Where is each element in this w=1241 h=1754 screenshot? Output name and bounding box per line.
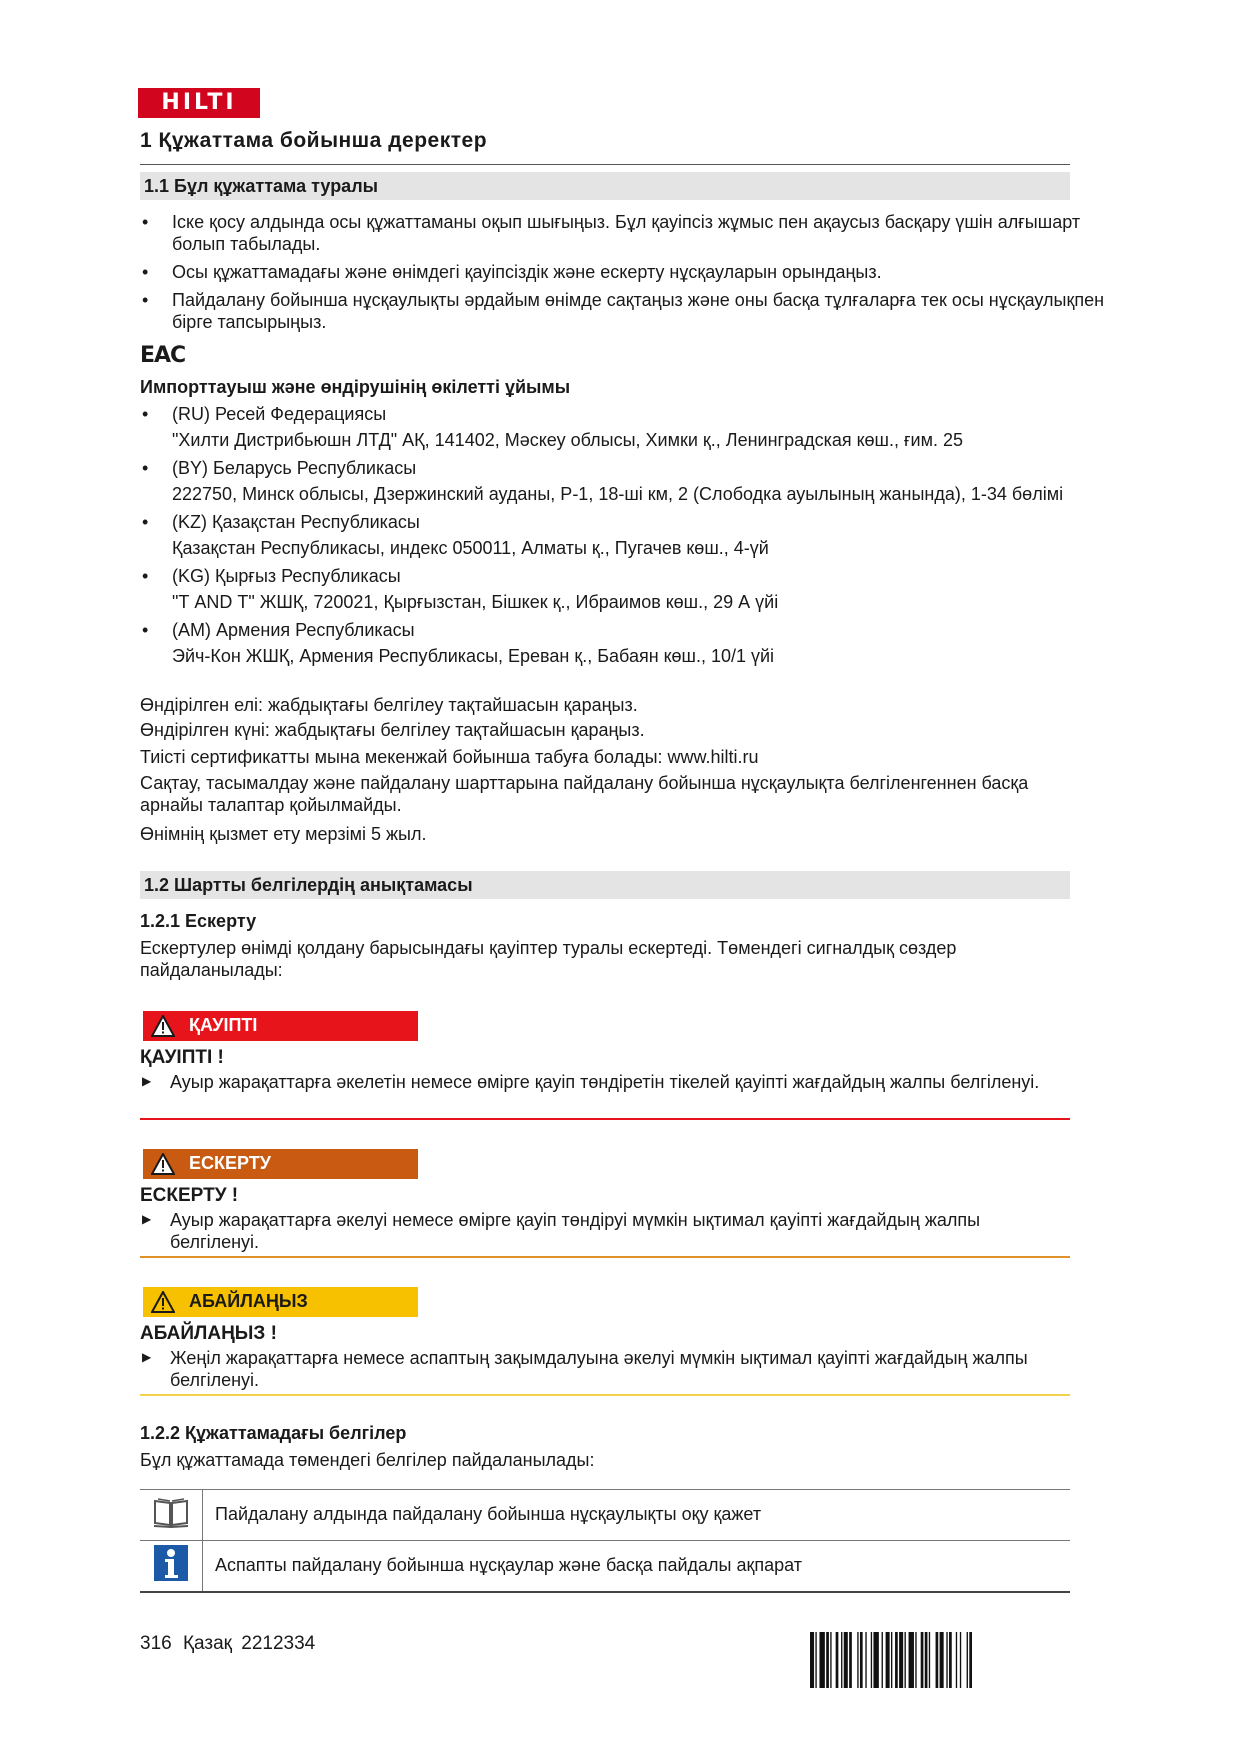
danger-text: Ауыр жарақаттарға әкелетін немесе өмірге қауіп төндіретін тікелей қауіпті жағдайдың жалпы белгіленуі. (170, 1072, 1040, 1092)
importer-address: "Хилти Дистрибьюшн ЛТД" АҚ, 141402, Мәскеу облысы, Химки қ., Ленинградская көш., ғим. 25 (172, 429, 963, 450)
importer-address: Қазақстан Республикасы, индекс 050011, Алматы қ., Пугачев көш., 4-үй (172, 537, 769, 558)
signal-word: ЕСКЕРТУ (189, 1153, 271, 1174)
barcode-bar (882, 1632, 883, 1688)
barcode-bar (915, 1632, 916, 1688)
symbol-description: Пайдалану алдында пайдалану бойынша нұсқаулықты оқу қажет (203, 1490, 1071, 1541)
bullet-arrow-icon: ▶ (142, 1350, 152, 1364)
symbol-cell (140, 1490, 203, 1541)
barcode-bar (969, 1632, 972, 1688)
importer-address: Эйч-Кон ЖШҚ, Армения Республикасы, Ереван қ., Бабаян көш., 10/1 үйі (172, 645, 775, 666)
warning-divider (140, 1256, 1070, 1258)
barcode-bar (873, 1632, 878, 1688)
list-item: • Осы құжаттамадағы және өнімдегі қауіпсіздік және ескерту нұсқауларын орындаңыз. (140, 262, 1125, 284)
caution-signal-bar (143, 1287, 418, 1317)
importer-item (140, 620, 1130, 668)
symbols-table (140, 1489, 1070, 1593)
page-footer (140, 1632, 315, 1655)
list-item: • Пайдалану бойынша нұсқаулықты әрдайым өнімде сақтаңыз және оны басқа тұлғаларға тек осы нұсқаулықпен бірге тапсырыңыз. (140, 290, 1125, 334)
symbol-cell (140, 1541, 203, 1593)
barcode-bar (905, 1632, 906, 1688)
eac-mark: EAC (140, 343, 186, 368)
warning-title: ЕСКЕРТУ ! (140, 1185, 239, 1206)
book-icon (152, 1496, 190, 1528)
warning-signal-bar (143, 1149, 418, 1179)
signal-word: АБАЙЛАҢЫЗ (189, 1291, 308, 1312)
importer-item (140, 512, 1130, 560)
barcode-bar (925, 1632, 928, 1688)
warning-description (140, 1210, 1070, 1254)
barcode-bar (841, 1632, 842, 1688)
hilti-logo: HILTI (138, 88, 260, 118)
barcode-bar (956, 1632, 957, 1688)
danger-signal-bar (143, 1011, 418, 1041)
barcode-bar (810, 1632, 814, 1688)
section-1-2-2-heading: 1.2.2 Құжаттамадағы белгілер (140, 1423, 407, 1443)
info-icon (153, 1544, 189, 1582)
importer-country: • (BY) Беларусь Республикасы (172, 457, 417, 478)
importer-country: • (KG) Қырғыз Республикасы (172, 565, 401, 586)
barcode-image (810, 1632, 1070, 1688)
barcode-bar (849, 1632, 852, 1688)
table-row (140, 1490, 1070, 1541)
symbol-description: Аспапты пайдалану бойынша нұсқаулар және басқа пайдалы ақпарат (203, 1541, 1071, 1593)
importer-item (140, 404, 1130, 452)
barcode-bar (865, 1632, 866, 1688)
barcode-bar (886, 1632, 890, 1688)
section-1-heading: 1 Құжаттама бойынша деректер (140, 128, 1070, 165)
bullet-arrow-icon: ▶ (142, 1212, 152, 1226)
importer-list (140, 404, 1130, 674)
barcode-bar (909, 1632, 914, 1688)
barcode-bar (929, 1632, 930, 1688)
barcode-bar (967, 1632, 968, 1688)
barcode-bar (940, 1632, 944, 1688)
danger-divider (140, 1118, 1070, 1120)
info-lifetime: Өнімнің қызмет ету мерзімі 5 жыл. (140, 824, 427, 844)
barcode-bar (826, 1632, 829, 1688)
danger-description (140, 1072, 1070, 1094)
warning-triangle-icon (151, 1153, 175, 1175)
importer-country: • (KZ) Қазақстан Республикасы (172, 511, 420, 532)
importer-country: • (RU) Ресей Федерациясы (172, 404, 387, 424)
barcode-bar (936, 1632, 939, 1688)
info-date: Өндірілген күні: жабдықтағы белгілеу тақтайшасын қараңыз. (140, 720, 645, 740)
section-1-2-2-text: Бұл құжаттамада төмендегі белгілер пайдаланылады: (140, 1450, 595, 1470)
caution-description (140, 1348, 1070, 1392)
barcode-bar (921, 1632, 924, 1688)
list-item: • Іске қосу алдында осы құжаттаманы оқып шығыңыз. Бұл қауіпсіз жұмыс пен ақаусыз басқару үшін алғышарт болып табылады. (140, 212, 1125, 256)
barcode-bar (815, 1632, 816, 1688)
page-number: 316 (140, 1633, 172, 1654)
barcode-bar (830, 1632, 831, 1688)
barcode-bar (946, 1632, 947, 1688)
section-1-1-heading: 1.1 Бұл құжаттама туралы (140, 172, 1070, 200)
importer-item (140, 566, 1130, 614)
footer-language: Қазақ (182, 1633, 232, 1654)
barcode-bar (895, 1632, 898, 1688)
barcode-bar (899, 1632, 903, 1688)
barcode-bar (836, 1632, 839, 1688)
warning-triangle-icon (151, 1015, 175, 1037)
barcode-bar (949, 1632, 952, 1688)
importer-country: • (AM) Армения Республикасы (172, 619, 415, 640)
barcode-bar (960, 1632, 961, 1688)
info-certificate: Тиісті сертификатты мына мекенжай бойынша табуға болады: www.hilti.ru (140, 747, 759, 767)
section-1-2-heading: 1.2 Шартты белгілердің анықтамасы (140, 871, 1070, 899)
importer-address: "Т AND Т" ЖШҚ, 720021, Қырғызстан, Бішкек қ., Ибраимов көш., 29 А үйі (172, 591, 779, 612)
danger-title: ҚАУІПТІ ! (140, 1047, 224, 1068)
barcode-bar (819, 1632, 824, 1688)
warning-triangle-icon (151, 1291, 175, 1313)
caution-text: Жеңіл жарақаттарға немесе аспаптың зақымдалуына әкелуі мүмкін ықтимал қауіпті жағдайдың жалпы белгіленуі. (170, 1348, 1028, 1390)
importer-heading: Импорттауыш және өндірушінің өкілетті ұйымы (140, 377, 571, 397)
document-code: 2212334 (241, 1633, 316, 1654)
section-1-2-1-text: Ескертулер өнімді қолдану барысындағы қауіптер туралы ескертеді. Төмендегі сигналдық сөздер пайдаланылады: (140, 938, 957, 980)
caution-title: АБАЙЛАҢЫЗ ! (140, 1323, 277, 1344)
signal-word: ҚАУІПТІ (189, 1015, 258, 1036)
warning-text: Ауыр жарақаттарға әкелуі немесе өмірге қауіп төндіруі мүмкін ықтимал қауіпті жағдайдың жалпы белгіленуі. (170, 1210, 981, 1252)
barcode-bar (891, 1632, 892, 1688)
barcode-bar (860, 1632, 863, 1688)
section-1-2-1-heading: 1.2.1 Ескерту (140, 911, 257, 931)
section-1-1-bullets (140, 212, 1125, 338)
barcode-bar (871, 1632, 872, 1688)
info-country: Өндірілген елі: жабдықтағы белгілеу тақтайшасын қараңыз. (140, 695, 638, 715)
barcode-bar (857, 1632, 858, 1688)
importer-item (140, 458, 1130, 506)
importer-address: 222750, Минск облысы, Дзержинский ауданы, Р-1, 18-ші км, 2 (Слободка ауылының жанында), 1-34 бөлімі (172, 483, 1064, 504)
table-row (140, 1541, 1070, 1593)
bullet-arrow-icon: ▶ (142, 1074, 152, 1088)
caution-divider (140, 1394, 1070, 1396)
info-storage: Сақтау, тасымалдау және пайдалану шарттарына пайдалану бойынша нұсқаулықта белгіленгеннен басқа арнайы талаптар қойылмайды. (140, 773, 1029, 815)
barcode-bar (844, 1632, 848, 1688)
